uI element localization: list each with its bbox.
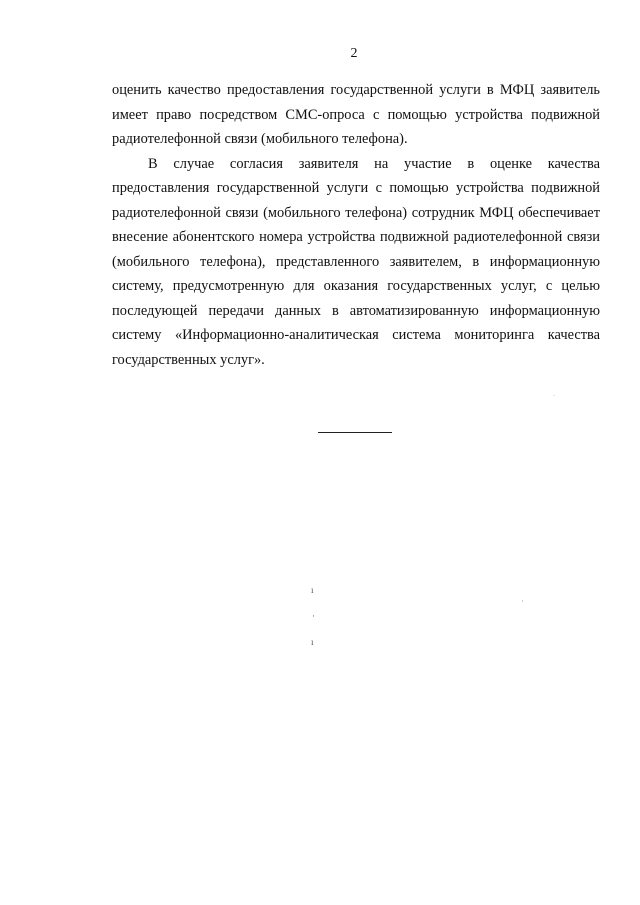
scan-artifact: · <box>553 392 556 400</box>
scan-artifact: · <box>521 596 524 606</box>
end-of-text-rule <box>318 432 392 433</box>
paragraph-consent: В случае согласия заявителя на участие в оценке качества предоставления государственной услуги с помощью устройства подвижной радиотелефонной связи (мобильного телефона) сотрудник МФЦ обеспечивает внесение абонентского номера устройства подвижной радиотелефонной связи (мобильного телефона), представленного заявителем, в информационную систему, предусмотренную для оказания государственных услуг, с целью последующей передачи данных в автоматизированную информационную систему «Информационно-аналитическая система мониторинга качества государственных услуг». <box>112 155 600 368</box>
paragraph-continuation: оценить качество предоставления государственной услуги в МФЦ заявитель имеет право посредством СМС-опроса с помощью устройства подвижной радиотелефонной связи (мобильного телефона). <box>112 82 600 147</box>
scan-artifact: · <box>312 611 315 621</box>
scan-artifact: ı <box>311 637 314 647</box>
document-body <box>112 78 600 372</box>
scan-artifact: ı <box>311 585 314 595</box>
page-number: 2 <box>350 46 358 61</box>
